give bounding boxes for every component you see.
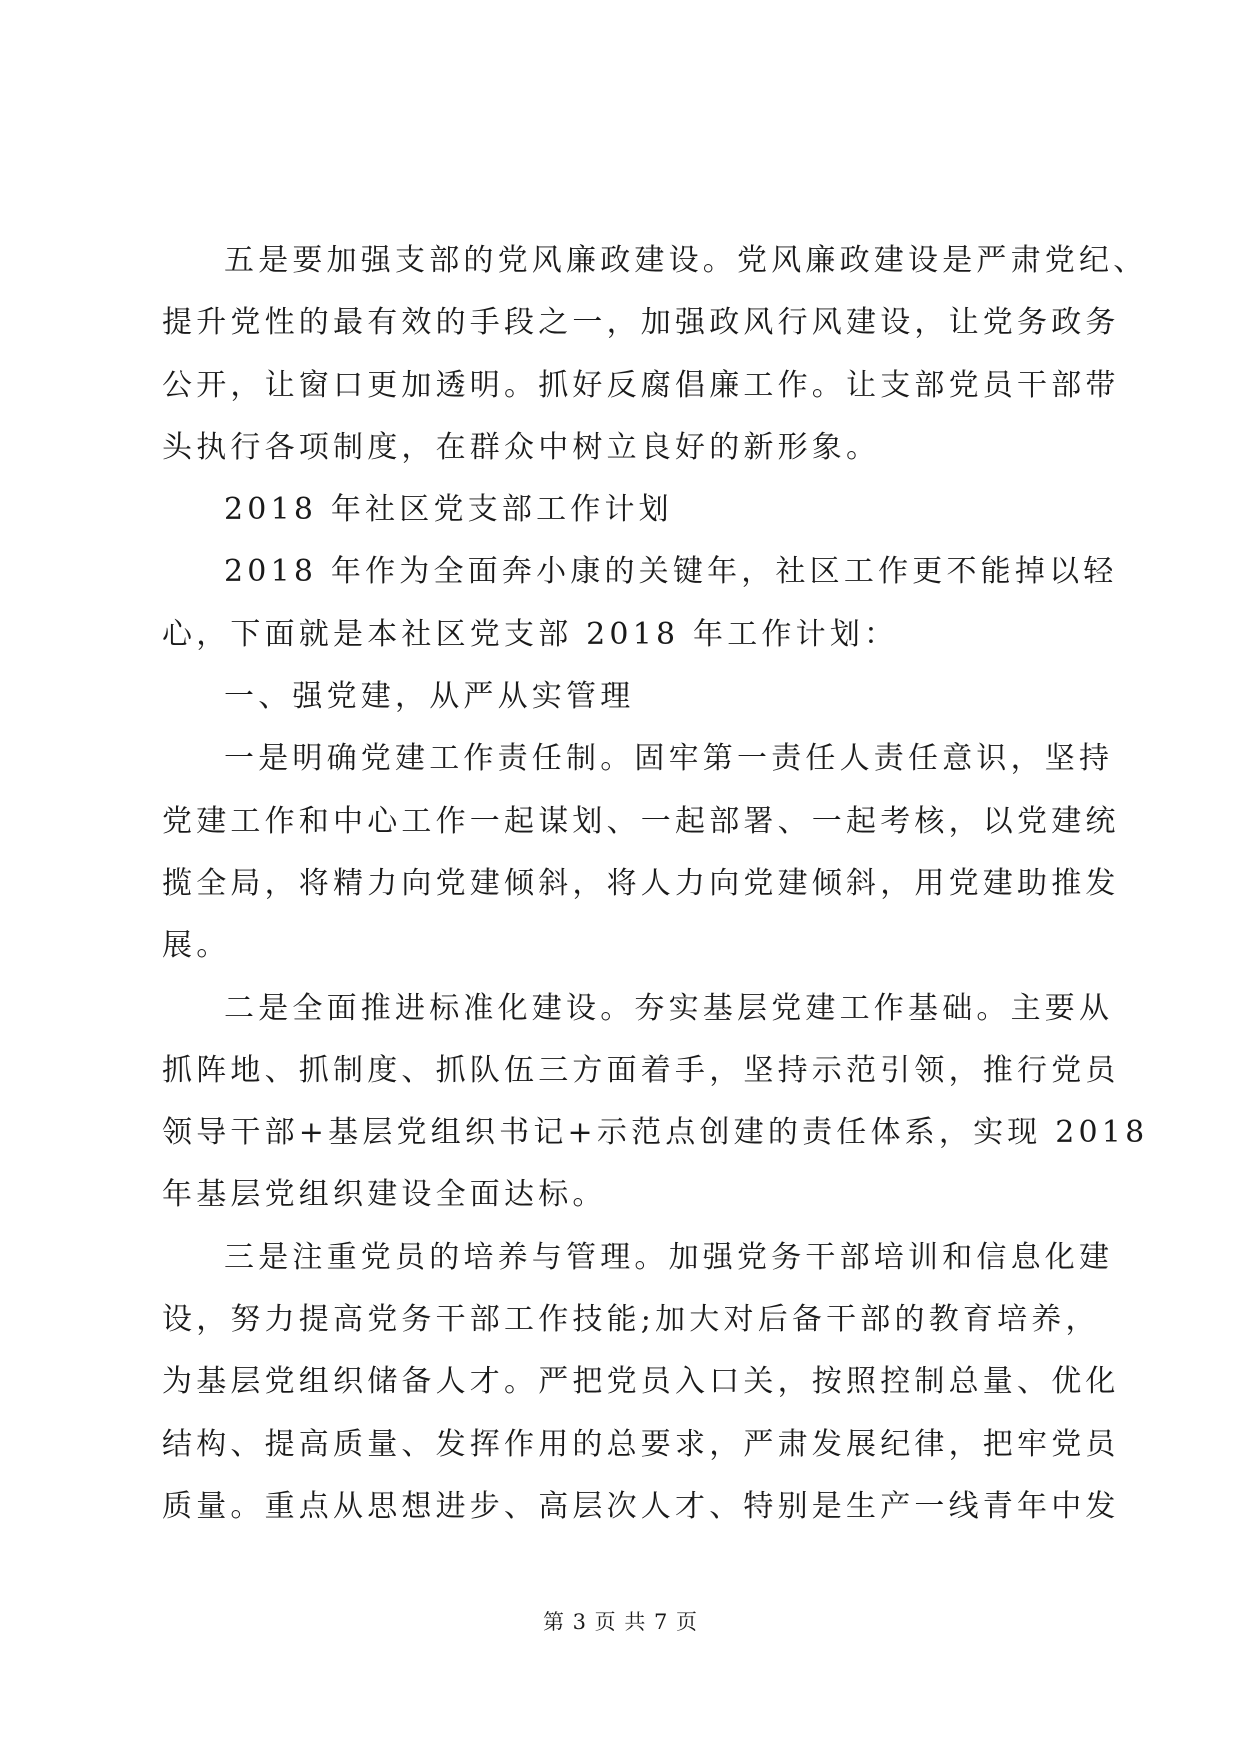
document-body [162, 230, 1149, 1538]
text-line: 领导干部+基层党组织书记+示范点创建的责任体系，实现 2018 [162, 1115, 1149, 1151]
text-line: 抓阵地、抓制度、抓队伍三方面着手，坚持示范引领，推行党员 [162, 1052, 1120, 1088]
text-line: 2018 年作为全面奔小康的关键年，社区工作更不能掉以轻 [224, 554, 1118, 590]
text-line: 五是要加强支部的党风廉政建设。党风廉政建设是严肃党纪、 [224, 243, 1148, 278]
text-line: 展。 [162, 928, 231, 964]
section-title: 2018 年社区党支部工作计划 [224, 492, 673, 528]
text-line: 党建工作和中心工作一起谋划、一起部署、一起考核，以党建统 [162, 803, 1120, 839]
section-heading: 一、强党建，从严从实管理 [224, 679, 635, 715]
text-line: 头执行各项制度，在群众中树立良好的新形象。 [162, 429, 881, 465]
text-line: 一是明确党建工作责任制。固牢第一责任人责任意识，坚持 [224, 741, 1114, 777]
text-line: 年基层党组织建设全面达标。 [162, 1177, 607, 1213]
text-line: 揽全局，将精力向党建倾斜，将人力向党建倾斜，用党建助推发 [162, 865, 1120, 901]
page-number-footer: 第 3 页 共 7 页 [542, 1610, 699, 1634]
text-line: 结构、提高质量、发挥作用的总要求，严肃发展纪律，把牢党员 [162, 1426, 1120, 1462]
text-line: 为基层党组织储备人才。严把党员入口关，按照控制总量、优化 [162, 1364, 1120, 1400]
text-line: 二是全面推进标准化建设。夯实基层党建工作基础。主要从 [224, 990, 1114, 1026]
text-line: 三是注重党员的培养与管理。加强党务干部培训和信息化建 [224, 1239, 1114, 1275]
text-line: 心，下面就是本社区党支部 2018 年工作计划： [162, 616, 899, 652]
text-line: 质量。重点从思想进步、高层次人才、特别是生产一线青年中发 [162, 1488, 1120, 1524]
text-line: 公开，让窗口更加透明。抓好反腐倡廉工作。让支部党员干部带 [162, 367, 1120, 403]
text-line: 提升党性的最有效的手段之一，加强政风行风建设，让党务政务 [162, 305, 1120, 341]
text-line: 设，努力提高党务干部工作技能;加大对后备干部的教育培养， [162, 1302, 1100, 1338]
